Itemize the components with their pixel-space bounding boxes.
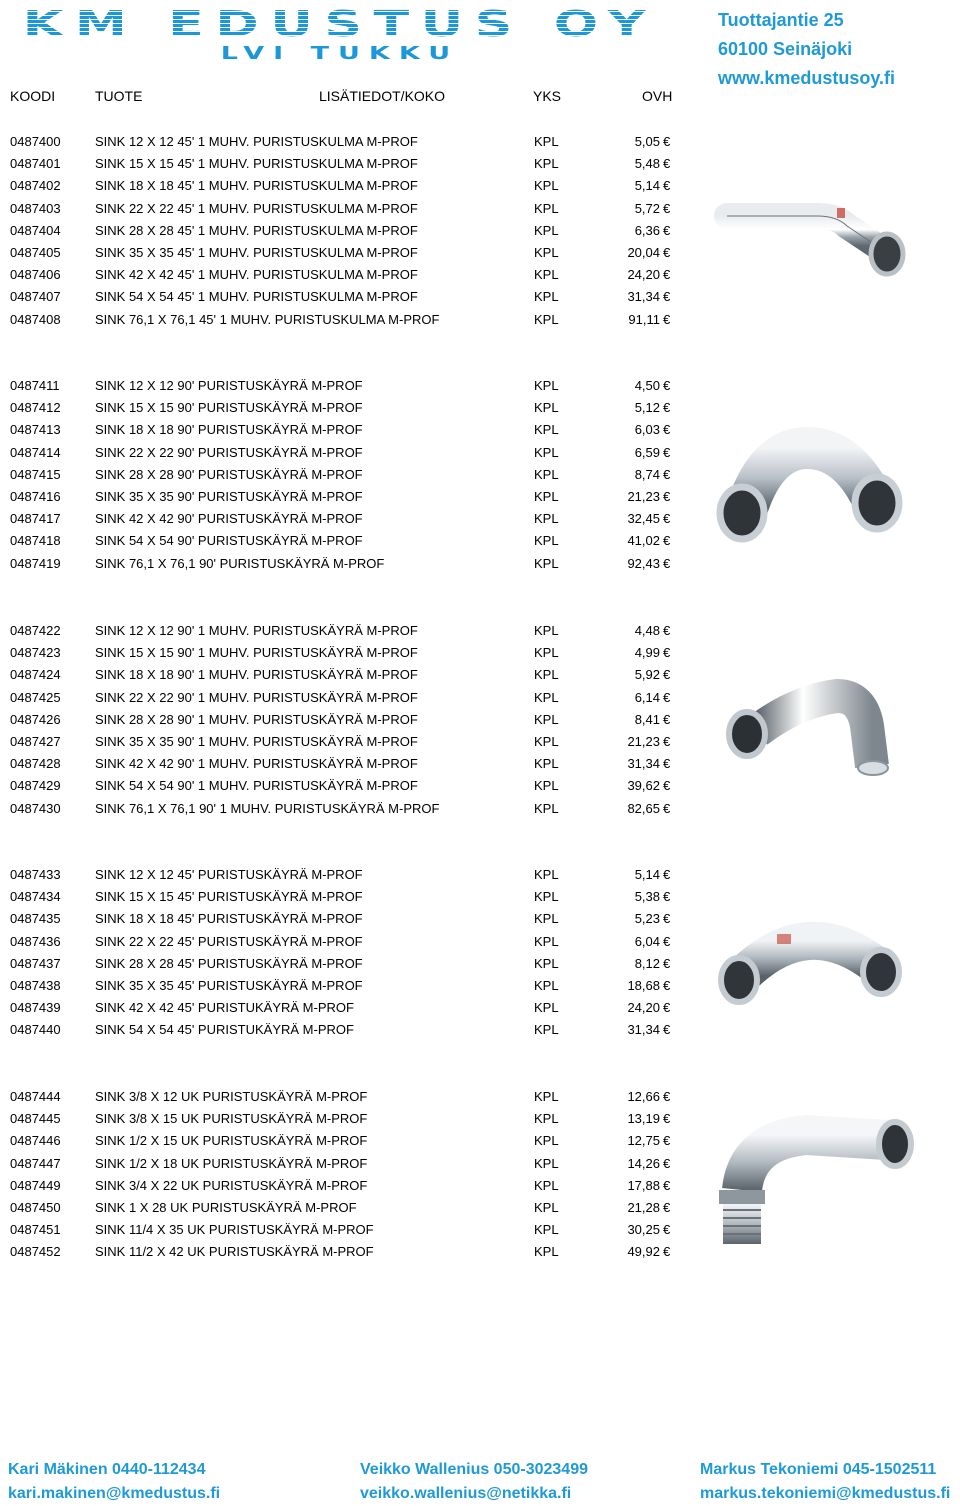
currency-symbol: € <box>663 489 671 504</box>
product-row <box>0 1241 690 1263</box>
product-name: SINK 1/2 X 15 UK PURISTUSKÄYRÄ M-PROF <box>95 1133 368 1149</box>
product-row <box>0 464 690 486</box>
product-unit: KPL <box>534 134 559 149</box>
product-row <box>0 709 690 731</box>
product-name: SINK 42 X 42 45' PURISTUKÄYRÄ M-PROF <box>95 1000 354 1016</box>
product-price: 21,28 <box>627 1200 660 1215</box>
product-row <box>0 242 690 264</box>
product-code: 0487417 <box>10 511 61 527</box>
product-name: SINK 15 X 15 45' PURISTUSKÄYRÄ M-PROF <box>95 889 363 905</box>
currency-symbol: € <box>663 511 671 527</box>
product-price: 5,92 <box>634 667 660 683</box>
product-unit: KPL <box>534 422 559 438</box>
product-name: SINK 1 X 28 UK PURISTUSKÄYRÄ M-PROF <box>95 1200 357 1215</box>
currency-symbol: € <box>663 933 671 949</box>
product-row <box>0 286 690 308</box>
product-unit: KPL <box>534 1244 559 1260</box>
product-row <box>0 1108 690 1130</box>
product-code: 0487407 <box>10 289 61 305</box>
product-unit: KPL <box>534 311 559 327</box>
product-name: SINK 12 X 12 45' 1 MUHV. PURISTUSKULMA M-PROF <box>95 134 418 149</box>
socket-bend-90-icon <box>687 596 929 830</box>
product-price: 21,23 <box>627 489 660 504</box>
product-row <box>0 198 690 220</box>
product-row <box>0 419 690 441</box>
currency-symbol: € <box>663 378 671 393</box>
product-unit: KPL <box>534 1111 559 1127</box>
product-name: SINK 35 X 35 45' PURISTUSKÄYRÄ M-PROF <box>95 978 363 993</box>
product-name: SINK 12 X 12 45' PURISTUSKÄYRÄ M-PROF <box>95 867 363 882</box>
product-name: SINK 22 X 22 90' PURISTUSKÄYRÄ M-PROF <box>95 444 363 460</box>
product-name: SINK 28 X 28 90' 1 MUHV. PURISTUSKÄYRÄ M-PROF <box>95 711 418 727</box>
product-price: 14,26 <box>627 1155 660 1171</box>
address-city: 60100 Seinäjoki <box>718 39 853 59</box>
currency-symbol: € <box>663 311 671 327</box>
contact-markus-email[interactable]: markus.tekoniemi@kmedustus.fi <box>700 1485 951 1502</box>
product-unit: KPL <box>534 178 559 194</box>
product-price: 6,03 <box>634 422 660 438</box>
product-price: 32,45 <box>627 511 660 527</box>
product-price: 8,41 <box>634 711 660 727</box>
product-unit: KPL <box>534 400 559 416</box>
product-unit: KPL <box>534 222 559 238</box>
currency-symbol: € <box>663 555 671 571</box>
product-unit: KPL <box>534 1089 559 1104</box>
product-unit: KPL <box>534 911 559 927</box>
product-code: 0487413 <box>10 422 61 438</box>
product-code: 0487406 <box>10 267 61 283</box>
product-row <box>0 953 690 975</box>
product-code: 0487437 <box>10 955 61 971</box>
currency-symbol: € <box>663 1222 671 1238</box>
product-name: SINK 18 X 18 90' 1 MUHV. PURISTUSKÄYRÄ M-PROF <box>95 667 418 683</box>
currency-symbol: € <box>663 400 671 416</box>
product-row <box>0 1153 690 1175</box>
product-row <box>0 642 690 664</box>
product-price: 5,48 <box>634 156 660 172</box>
logo-main-text: KM EDUSTUS OY <box>0 4 795 45</box>
product-row <box>0 731 690 753</box>
product-price: 8,12 <box>634 955 660 971</box>
product-name: SINK 35 X 35 90' PURISTUSKÄYRÄ M-PROF <box>95 489 363 504</box>
product-unit: KPL <box>534 711 559 727</box>
product-row <box>0 397 690 419</box>
product-price: 12,66 <box>627 1089 660 1104</box>
product-row <box>0 508 690 530</box>
product-price: 92,43 <box>627 555 660 571</box>
product-photo-90-bend <box>687 378 929 574</box>
product-row <box>0 375 690 397</box>
contact-veikko-email[interactable]: veikko.wallenius@netikka.fi <box>360 1485 572 1502</box>
product-price: 6,36 <box>634 222 660 238</box>
product-name: SINK 15 X 15 90' PURISTUSKÄYRÄ M-PROF <box>95 400 363 416</box>
currency-symbol: € <box>663 1111 671 1127</box>
product-photo-45-socket-elbow <box>687 136 929 330</box>
product-unit: KPL <box>534 289 559 305</box>
product-row <box>0 309 690 331</box>
product-name: SINK 3/4 X 22 UK PURISTUSKÄYRÄ M-PROF <box>95 1177 368 1193</box>
product-price: 5,72 <box>634 200 660 216</box>
product-unit: KPL <box>534 378 559 393</box>
product-name: SINK 54 X 54 90' PURISTUSKÄYRÄ M-PROF <box>95 533 363 549</box>
product-price: 12,75 <box>627 1133 660 1149</box>
product-row <box>0 664 690 686</box>
product-price: 17,88 <box>627 1177 660 1193</box>
product-name: SINK 28 X 28 45' 1 MUHV. PURISTUSKULMA M-PROF <box>95 222 418 238</box>
product-code: 0487404 <box>10 222 61 238</box>
product-row <box>0 153 690 175</box>
bend-45-icon <box>687 856 929 1050</box>
product-row <box>0 687 690 709</box>
product-unit: KPL <box>534 1133 559 1149</box>
product-unit: KPL <box>534 466 559 482</box>
company-logo <box>22 4 658 64</box>
product-unit: KPL <box>534 267 559 283</box>
product-unit: KPL <box>534 933 559 949</box>
currency-symbol: € <box>663 1022 671 1038</box>
product-name: SINK 18 X 18 90' PURISTUSKÄYRÄ M-PROF <box>95 422 363 438</box>
currency-symbol: € <box>663 1244 671 1260</box>
product-code: 0487438 <box>10 978 61 993</box>
product-unit: KPL <box>534 200 559 216</box>
product-code: 0487405 <box>10 245 61 260</box>
product-code: 0487449 <box>10 1177 61 1193</box>
product-row <box>0 798 690 820</box>
currency-symbol: € <box>663 645 671 661</box>
currency-symbol: € <box>663 267 671 283</box>
product-row <box>0 1019 690 1041</box>
product-name: SINK 3/8 X 12 UK PURISTUSKÄYRÄ M-PROF <box>95 1089 368 1104</box>
product-code: 0487414 <box>10 444 61 460</box>
product-photo-45-bend <box>687 856 929 1050</box>
product-unit: KPL <box>534 511 559 527</box>
product-row <box>0 864 690 886</box>
contact-kari-name: Kari Mäkinen 0440-112434 <box>8 1461 206 1478</box>
currency-symbol: € <box>663 911 671 927</box>
product-row <box>0 530 690 552</box>
product-code: 0487436 <box>10 933 61 949</box>
product-code: 0487412 <box>10 400 61 416</box>
product-row <box>0 975 690 997</box>
product-photo-male-thread-bend <box>687 1080 929 1282</box>
currency-symbol: € <box>663 778 671 794</box>
product-price: 5,14 <box>634 178 660 194</box>
currency-symbol: € <box>663 867 671 882</box>
product-unit: KPL <box>534 756 559 772</box>
product-row <box>0 931 690 953</box>
threaded-bend-icon <box>687 1080 929 1282</box>
currency-symbol: € <box>663 1155 671 1171</box>
product-unit: KPL <box>534 734 559 749</box>
product-row <box>0 997 690 1019</box>
product-name: SINK 12 X 12 90' 1 MUHV. PURISTUSKÄYRÄ M-PROF <box>95 623 418 638</box>
currency-symbol: € <box>663 756 671 772</box>
product-code: 0487446 <box>10 1133 61 1149</box>
website-link[interactable]: www.kmedustusoy.fi <box>718 68 896 88</box>
product-row <box>0 442 690 464</box>
contact-veikko-name: Veikko Wallenius 050-3023499 <box>360 1461 588 1478</box>
currency-symbol: € <box>663 711 671 727</box>
product-name: SINK 76,1 X 76,1 90' PURISTUSKÄYRÄ M-PROF <box>95 555 385 571</box>
product-price: 4,48 <box>634 623 660 638</box>
product-name: SINK 15 X 15 45' 1 MUHV. PURISTUSKULMA M-PROF <box>95 156 418 172</box>
product-name: SINK 76,1 X 76,1 45' 1 MUHV. PURISTUSKULMA M-PROF <box>95 311 440 327</box>
product-row <box>0 175 690 197</box>
product-price: 31,34 <box>627 1022 660 1038</box>
product-row <box>0 220 690 242</box>
product-row <box>0 131 690 153</box>
currency-symbol: € <box>663 978 671 993</box>
product-code: 0487426 <box>10 711 61 727</box>
product-price: 18,68 <box>627 978 660 993</box>
product-code: 0487451 <box>10 1222 61 1238</box>
product-code: 0487433 <box>10 867 61 882</box>
currency-symbol: € <box>663 734 671 749</box>
product-price: 39,62 <box>627 778 660 794</box>
product-unit: KPL <box>534 533 559 549</box>
product-unit: KPL <box>534 555 559 571</box>
product-unit: KPL <box>534 800 559 816</box>
product-price: 5,12 <box>634 400 660 416</box>
currency-symbol: € <box>663 623 671 638</box>
product-name: SINK 1/2 X 18 UK PURISTUSKÄYRÄ M-PROF <box>95 1155 368 1171</box>
product-code: 0487411 <box>10 378 60 393</box>
address-street: Tuottajantie 25 <box>718 10 844 30</box>
product-row <box>0 620 690 642</box>
contact-markus-name: Markus Tekoniemi 045-1502511 <box>700 1461 937 1478</box>
product-unit: KPL <box>534 778 559 794</box>
product-price: 30,25 <box>627 1222 660 1238</box>
column-header-info: LISÄTIEDOT/KOKO <box>319 88 446 104</box>
product-price: 91,11 <box>628 311 660 327</box>
product-name: SINK 42 X 42 90' 1 MUHV. PURISTUSKÄYRÄ M-PROF <box>95 756 418 772</box>
currency-symbol: € <box>663 1000 671 1016</box>
product-name: SINK 12 X 12 90' PURISTUSKÄYRÄ M-PROF <box>95 378 363 393</box>
product-name: SINK 18 X 18 45' 1 MUHV. PURISTUSKULMA M-PROF <box>95 178 418 194</box>
product-name: SINK 54 X 54 45' 1 MUHV. PURISTUSKULMA M-PROF <box>95 289 418 305</box>
product-price: 41,02 <box>627 533 660 549</box>
product-code: 0487416 <box>10 489 61 504</box>
product-price: 21,23 <box>627 734 660 749</box>
product-code: 0487425 <box>10 689 61 705</box>
product-price: 6,59 <box>634 444 660 460</box>
product-unit: KPL <box>534 1200 559 1215</box>
product-code: 0487444 <box>10 1089 61 1104</box>
product-unit: KPL <box>534 645 559 661</box>
product-unit: KPL <box>534 1022 559 1038</box>
logo-sub-text: LVI TUKKU <box>220 43 460 64</box>
currency-symbol: € <box>663 1089 671 1104</box>
product-code: 0487415 <box>10 466 61 482</box>
product-row <box>0 1130 690 1152</box>
product-code: 0487402 <box>10 178 61 194</box>
product-price: 5,23 <box>634 911 660 927</box>
currency-symbol: € <box>663 289 671 305</box>
product-unit: KPL <box>534 1222 559 1238</box>
column-header-product: TUOTE <box>95 88 143 104</box>
product-row <box>0 775 690 797</box>
product-code: 0487403 <box>10 200 61 216</box>
product-row <box>0 1086 690 1108</box>
product-code: 0487424 <box>10 667 61 683</box>
currency-symbol: € <box>663 955 671 971</box>
product-code: 0487419 <box>10 555 61 571</box>
currency-symbol: € <box>663 1133 671 1149</box>
product-price: 5,05 <box>634 134 660 149</box>
currency-symbol: € <box>663 667 671 683</box>
product-code: 0487439 <box>10 1000 61 1016</box>
product-photo-90-socket-bend <box>687 596 929 830</box>
column-header-unit: YKS <box>533 88 562 104</box>
product-row <box>0 908 690 930</box>
currency-symbol: € <box>663 689 671 705</box>
product-unit: KPL <box>534 955 559 971</box>
product-name: SINK 76,1 X 76,1 90' 1 MUHV. PURISTUSKÄYRÄ M-PROF <box>95 800 440 816</box>
product-name: SINK 22 X 22 45' PURISTUSKÄYRÄ M-PROF <box>95 933 363 949</box>
product-name: SINK 28 X 28 45' PURISTUSKÄYRÄ M-PROF <box>95 955 363 971</box>
product-code: 0487440 <box>10 1022 61 1038</box>
product-name: SINK 42 X 42 90' PURISTUSKÄYRÄ M-PROF <box>95 511 363 527</box>
product-code: 0487450 <box>10 1200 61 1215</box>
product-code: 0487400 <box>10 134 61 149</box>
product-code: 0487429 <box>10 778 61 794</box>
currency-symbol: € <box>663 134 671 149</box>
product-name: SINK 35 X 35 90' 1 MUHV. PURISTUSKÄYRÄ M-PROF <box>95 734 418 749</box>
product-price: 5,14 <box>634 867 660 882</box>
currency-symbol: € <box>663 245 671 260</box>
currency-symbol: € <box>663 533 671 549</box>
currency-symbol: € <box>663 178 671 194</box>
product-price: 4,50 <box>634 378 660 393</box>
currency-symbol: € <box>663 800 671 816</box>
product-unit: KPL <box>534 623 559 638</box>
product-name: SINK 11/2 X 42 UK PURISTUSKÄYRÄ M-PROF <box>95 1244 374 1260</box>
product-code: 0487430 <box>10 800 61 816</box>
elbow-45-icon <box>687 136 929 330</box>
product-code: 0487452 <box>10 1244 61 1260</box>
currency-symbol: € <box>663 200 671 216</box>
product-price: 31,34 <box>627 756 660 772</box>
product-row <box>0 553 690 575</box>
currency-symbol: € <box>663 444 671 460</box>
currency-symbol: € <box>663 889 671 905</box>
product-row <box>0 1197 690 1219</box>
product-code: 0487435 <box>10 911 61 927</box>
product-price: 6,14 <box>634 689 660 705</box>
product-unit: KPL <box>534 689 559 705</box>
product-unit: KPL <box>534 1177 559 1193</box>
product-name: SINK 3/8 X 15 UK PURISTUSKÄYRÄ M-PROF <box>95 1111 368 1127</box>
product-row <box>0 753 690 775</box>
column-header-price: OVH <box>642 88 673 104</box>
product-price: 5,38 <box>634 889 660 905</box>
product-unit: KPL <box>534 156 559 172</box>
product-code: 0487401 <box>10 156 61 172</box>
product-unit: KPL <box>534 444 559 460</box>
product-unit: KPL <box>534 867 559 882</box>
currency-symbol: € <box>663 1177 671 1193</box>
product-price: 49,92 <box>627 1244 660 1260</box>
contact-kari-email[interactable]: kari.makinen@kmedustus.fi <box>8 1485 221 1502</box>
product-name: SINK 22 X 22 90' 1 MUHV. PURISTUSKÄYRÄ M-PROF <box>95 689 418 705</box>
product-code: 0487423 <box>10 645 61 661</box>
product-unit: KPL <box>534 978 559 993</box>
product-name: SINK 35 X 35 45' 1 MUHV. PURISTUSKULMA M-PROF <box>95 245 418 260</box>
currency-symbol: € <box>663 156 671 172</box>
product-code: 0487434 <box>10 889 61 905</box>
currency-symbol: € <box>663 222 671 238</box>
product-name: SINK 15 X 15 90' 1 MUHV. PURISTUSKÄYRÄ M-PROF <box>95 645 418 661</box>
product-unit: KPL <box>534 489 559 504</box>
product-code: 0487427 <box>10 734 61 749</box>
product-price: 24,20 <box>627 1000 660 1016</box>
product-code: 0487418 <box>10 533 61 549</box>
product-name: SINK 54 X 54 90' 1 MUHV. PURISTUSKÄYRÄ M-PROF <box>95 778 418 794</box>
product-code: 0487422 <box>10 623 61 638</box>
product-unit: KPL <box>534 1000 559 1016</box>
currency-symbol: € <box>663 466 671 482</box>
product-row <box>0 886 690 908</box>
product-name: SINK 18 X 18 45' PURISTUSKÄYRÄ M-PROF <box>95 911 363 927</box>
product-row <box>0 264 690 286</box>
column-header-code: KOODI <box>10 88 56 104</box>
product-name: SINK 22 X 22 45' 1 MUHV. PURISTUSKULMA M-PROF <box>95 200 418 216</box>
product-price: 13,19 <box>627 1111 660 1127</box>
product-code: 0487408 <box>10 311 61 327</box>
currency-symbol: € <box>663 1200 671 1215</box>
product-unit: KPL <box>534 245 559 260</box>
currency-symbol: € <box>663 422 671 438</box>
product-unit: KPL <box>534 889 559 905</box>
product-name: SINK 42 X 42 45' 1 MUHV. PURISTUSKULMA M-PROF <box>95 267 418 283</box>
product-code: 0487428 <box>10 756 61 772</box>
product-price: 8,74 <box>634 466 660 482</box>
product-price: 82,65 <box>627 800 660 816</box>
product-unit: KPL <box>534 667 559 683</box>
bend-90-icon <box>687 378 929 574</box>
product-price: 6,04 <box>634 933 660 949</box>
product-price: 20,04 <box>627 245 660 260</box>
product-code: 0487445 <box>10 1111 61 1127</box>
company-address <box>718 6 895 93</box>
product-price: 24,20 <box>627 267 660 283</box>
product-unit: KPL <box>534 1155 559 1171</box>
product-row <box>0 1175 690 1197</box>
product-name: SINK 28 X 28 90' PURISTUSKÄYRÄ M-PROF <box>95 466 363 482</box>
product-code: 0487447 <box>10 1155 61 1171</box>
product-price: 31,34 <box>627 289 660 305</box>
product-row <box>0 1219 690 1241</box>
product-price: 4,99 <box>634 645 660 661</box>
product-row <box>0 486 690 508</box>
product-name: SINK 54 X 54 45' PURISTUKÄYRÄ M-PROF <box>95 1022 354 1038</box>
product-name: SINK 11/4 X 35 UK PURISTUSKÄYRÄ M-PROF <box>95 1222 374 1238</box>
